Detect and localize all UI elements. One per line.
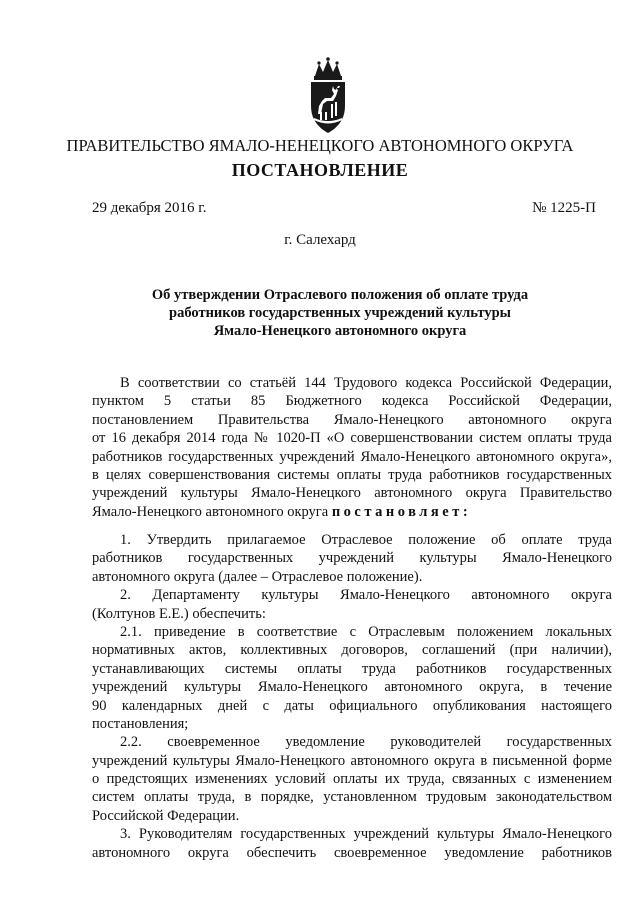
text-line: 90 календарных дней с даты официального опубликования настоящего	[92, 697, 612, 714]
text-line: 1. Утвердить прилагаемое Отраслевое положение об оплате труда	[120, 532, 612, 548]
text-line: автономного округа обеспечить своевременное уведомление работников	[92, 844, 612, 861]
text-line: В соответствии со статьёй 144 Трудового кодекса Российской Федерации,	[120, 375, 612, 391]
text-line: постановлением Правительства Ямало-Ненецкого автономного округа	[92, 411, 612, 428]
text-line: 3. Руководителям государственных учреждений культуры Ямало-Ненецкого	[120, 826, 612, 843]
text-line: о предстоящих изменениях условий оплаты их труда, связанных с изменением	[92, 771, 612, 788]
text-line: устанавливающих системы оплаты труда работников государственных	[92, 660, 612, 677]
preamble-paragraph	[92, 374, 612, 521]
document-number: № 1225-П	[532, 200, 596, 216]
text-line	[92, 503, 612, 521]
text-line: в целях совершенствования системы оплаты труда работников государственных	[92, 466, 612, 483]
text-line: учреждений культуры Ямало-Ненецкого автономного округа в письменной форме	[92, 752, 612, 769]
coat-of-arms-icon	[303, 56, 353, 136]
text-line: автономного округа (далее – Отраслевое положение).	[92, 568, 423, 585]
text-line: работников государственных учреждений Ямало-Ненецкого автономного округа»,	[92, 448, 612, 465]
text-line: нормативных актов, коллективных договоров, соглашений (при наличии),	[92, 642, 612, 659]
decree-word: постановляет:	[331, 503, 472, 520]
text-line: учреждений культуры Ямало-Ненецкого автономного округа, в течение	[92, 679, 612, 696]
document-city: г. Салехард	[284, 232, 356, 248]
decree-items	[92, 531, 612, 862]
text-line: учреждений культуры Ямало-Ненецкого автономного округа Правительство	[92, 485, 612, 502]
text-line: (Колтунов Е.Е.) обеспечить:	[92, 605, 266, 622]
text-line: от 16 декабря 2014 года № 1020-П «О совершенствовании систем оплаты труда	[92, 430, 612, 447]
document-date: 29 декабря 2016 г.	[92, 200, 207, 216]
document-type: ПОСТАНОВЛЕНИЕ	[231, 160, 409, 180]
organization-name: ПРАВИТЕЛЬСТВО ЯМАЛО-НЕНЕЦКОГО АВТОНОМНОГО ОКРУГА	[66, 136, 574, 155]
text-line: систем оплаты труда, в порядке, установленном трудовым законодательством	[92, 789, 612, 806]
text-line: работников государственных учреждений культуры Ямало-Ненецкого	[92, 550, 612, 567]
preamble-tail: Ямало-Ненецкого автономного округа	[92, 503, 329, 520]
title-line: Ямало-Ненецкого автономного округа	[213, 323, 467, 339]
text-line: постановления;	[92, 715, 189, 732]
title-line: Об утверждении Отраслевого положения об оплате труда	[151, 287, 529, 303]
text-line: 2.2. своевременное уведомление руководителей государственных	[120, 734, 612, 751]
document-title	[120, 286, 560, 340]
text-line: Российской Федерации.	[92, 807, 240, 824]
text-line: 2. Департаменту культуры Ямало-Ненецкого автономного округа	[120, 587, 612, 604]
title-line: работников государственных учреждений культуры	[169, 305, 511, 321]
text-line: пунктом 5 статьи 85 Бюджетного кодекса Российской Федерации,	[92, 393, 612, 410]
text-line: 2.1. приведение в соответствие с Отраслевым положением локальных	[120, 623, 612, 640]
